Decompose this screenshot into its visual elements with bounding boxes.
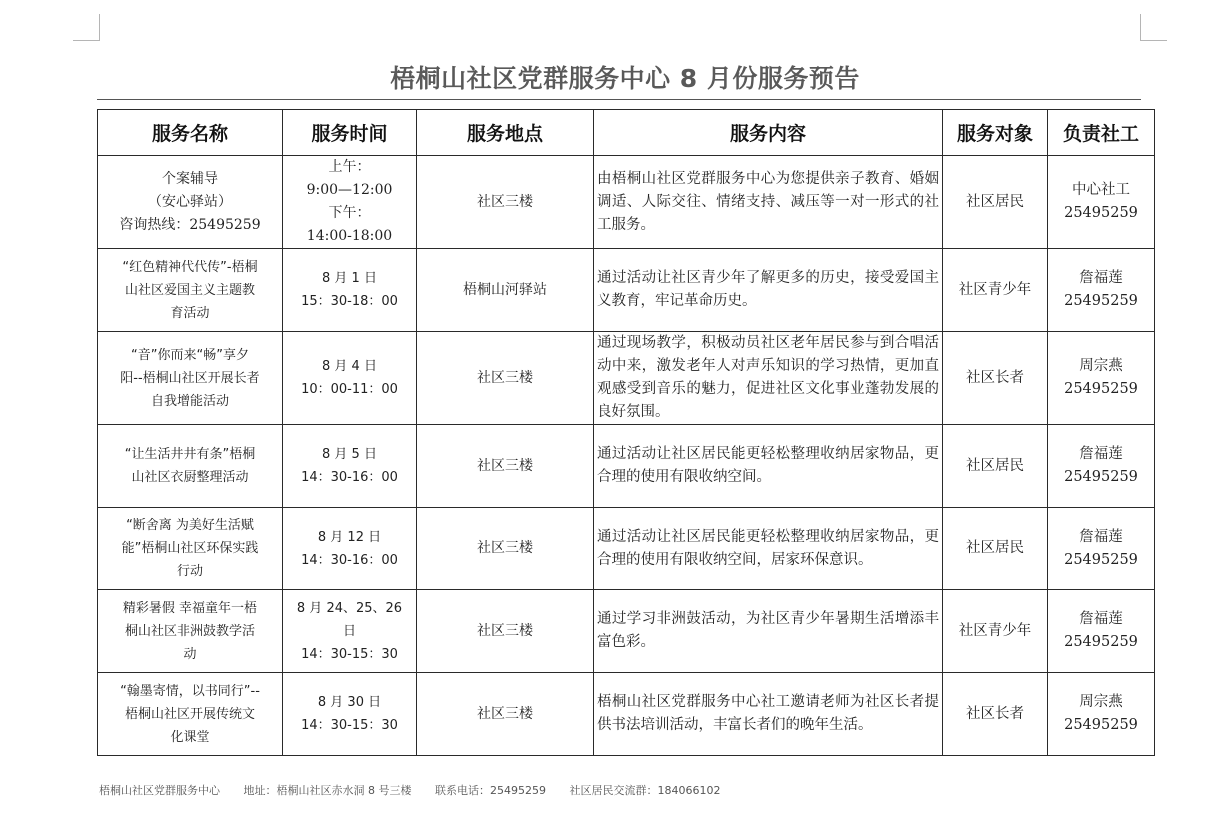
service-schedule-table xyxy=(97,109,1155,756)
page-corner-mark-top-right xyxy=(1140,14,1167,41)
staff-cell: 中心社工 25495259 xyxy=(1048,156,1155,249)
service-content-cell: 通过活动让社区青少年了解更多的历史，接受爱国主义教育，牢记革命历史。 xyxy=(594,249,943,332)
service-content-cell: 通过学习非洲鼓活动，为社区青少年暑期生活增添丰富色彩。 xyxy=(594,590,943,673)
service-name-cell: “音”你而来“畅”享夕 阳--梧桐山社区开展长者 自我增能活动 xyxy=(98,332,283,425)
title-underline xyxy=(97,99,1141,100)
service-content-cell: 通过现场教学，积极动员社区老年居民参与到合唱活动中来，激发老年人对声乐知识的学习热情，更加直观感受到音乐的魅力，促进社区文化事业蓬勃发展的良好氛围。 xyxy=(594,332,943,425)
table-header-row xyxy=(98,110,1155,156)
header-service-target: 服务对象 xyxy=(943,110,1048,156)
service-place-cell: 梧桐山河驿站 xyxy=(417,249,594,332)
service-target-cell: 社区长者 xyxy=(943,673,1048,756)
header-responsible-staff: 负责社工 xyxy=(1048,110,1155,156)
service-name-cell: “红色精神代代传”-梧桐 山社区爱国主义主题教 育活动 xyxy=(98,249,283,332)
service-time-cell: 8 月 4 日 10：00-11：00 xyxy=(283,332,417,425)
page-footer xyxy=(99,782,741,798)
staff-cell: 詹福莲 25495259 xyxy=(1048,249,1155,332)
footer-organization: 梧桐山社区党群服务中心 xyxy=(99,784,220,797)
service-content-cell: 由梧桐山社区党群服务中心为您提供亲子教育、婚姻调适、人际交往、情绪支持、减压等一对一形式的社工服务。 xyxy=(594,156,943,249)
service-content-cell: 梧桐山社区党群服务中心社工邀请老师为社区长者提供书法培训活动，丰富长者们的晚年生活。 xyxy=(594,673,943,756)
service-time-cell: 8 月 1 日 15：30-18：00 xyxy=(283,249,417,332)
service-time-cell: 8 月 30 日 14：30-15：30 xyxy=(283,673,417,756)
service-name-cell: “断舍离 为美好生活赋 能”梧桐山社区环保实践 行动 xyxy=(98,508,283,590)
staff-cell: 詹福莲 25495259 xyxy=(1048,508,1155,590)
service-target-cell: 社区居民 xyxy=(943,508,1048,590)
staff-cell: 周宗燕 25495259 xyxy=(1048,332,1155,425)
page-corner-mark-top-left xyxy=(73,14,100,41)
header-service-place: 服务地点 xyxy=(417,110,594,156)
service-time-cell: 上午： 9:00—12:00 下午： 14:00-18:00 xyxy=(283,156,417,249)
service-target-cell: 社区长者 xyxy=(943,332,1048,425)
staff-cell: 詹福莲 25495259 xyxy=(1048,590,1155,673)
service-content-cell: 通过活动让社区居民能更轻松整理收纳居家物品，更合理的使用有限收纳空间，居家环保意识。 xyxy=(594,508,943,590)
footer-chat-group: 社区居民交流群：184066102 xyxy=(569,784,721,797)
header-service-time: 服务时间 xyxy=(283,110,417,156)
table-row xyxy=(98,249,1155,332)
service-target-cell: 社区青少年 xyxy=(943,249,1048,332)
service-name-cell: 个案辅导 （安心驿站） 咨询热线：25495259 xyxy=(98,156,283,249)
service-time-cell: 8 月 24、25、26 日 14：30-15：30 xyxy=(283,590,417,673)
staff-cell: 詹福莲 25495259 xyxy=(1048,425,1155,508)
table-row xyxy=(98,156,1155,249)
header-service-content: 服务内容 xyxy=(594,110,943,156)
staff-cell: 周宗燕 25495259 xyxy=(1048,673,1155,756)
service-place-cell: 社区三楼 xyxy=(417,332,594,425)
table-row xyxy=(98,332,1155,425)
service-place-cell: 社区三楼 xyxy=(417,156,594,249)
table-row xyxy=(98,673,1155,756)
service-time-cell: 8 月 5 日 14：30-16：00 xyxy=(283,425,417,508)
service-place-cell: 社区三楼 xyxy=(417,673,594,756)
service-target-cell: 社区青少年 xyxy=(943,590,1048,673)
service-content-cell: 通过活动让社区居民能更轻松整理收纳居家物品，更合理的使用有限收纳空间。 xyxy=(594,425,943,508)
service-place-cell: 社区三楼 xyxy=(417,425,594,508)
document-title: 梧桐山社区党群服务中心 8 月份服务预告 xyxy=(390,64,860,93)
footer-address: 地址：梧桐山社区赤水洞 8 号三楼 xyxy=(243,784,412,797)
table-row xyxy=(98,508,1155,590)
service-place-cell: 社区三楼 xyxy=(417,590,594,673)
service-place-cell: 社区三楼 xyxy=(417,508,594,590)
header-service-name: 服务名称 xyxy=(98,110,283,156)
service-target-cell: 社区居民 xyxy=(943,425,1048,508)
service-name-cell: “翰墨寄情，以书同行”-- 梧桐山社区开展传统文 化课堂 xyxy=(98,673,283,756)
service-name-cell: 精彩暑假 幸福童年一梧 桐山社区非洲鼓教学活 动 xyxy=(98,590,283,673)
service-target-cell: 社区居民 xyxy=(943,156,1048,249)
table-row xyxy=(98,590,1155,673)
service-name-cell: “让生活井井有条”梧桐 山社区衣厨整理活动 xyxy=(98,425,283,508)
table-row xyxy=(98,425,1155,508)
footer-phone: 联系电话：25495259 xyxy=(435,784,546,797)
service-time-cell: 8 月 12 日 14：30-16：00 xyxy=(283,508,417,590)
